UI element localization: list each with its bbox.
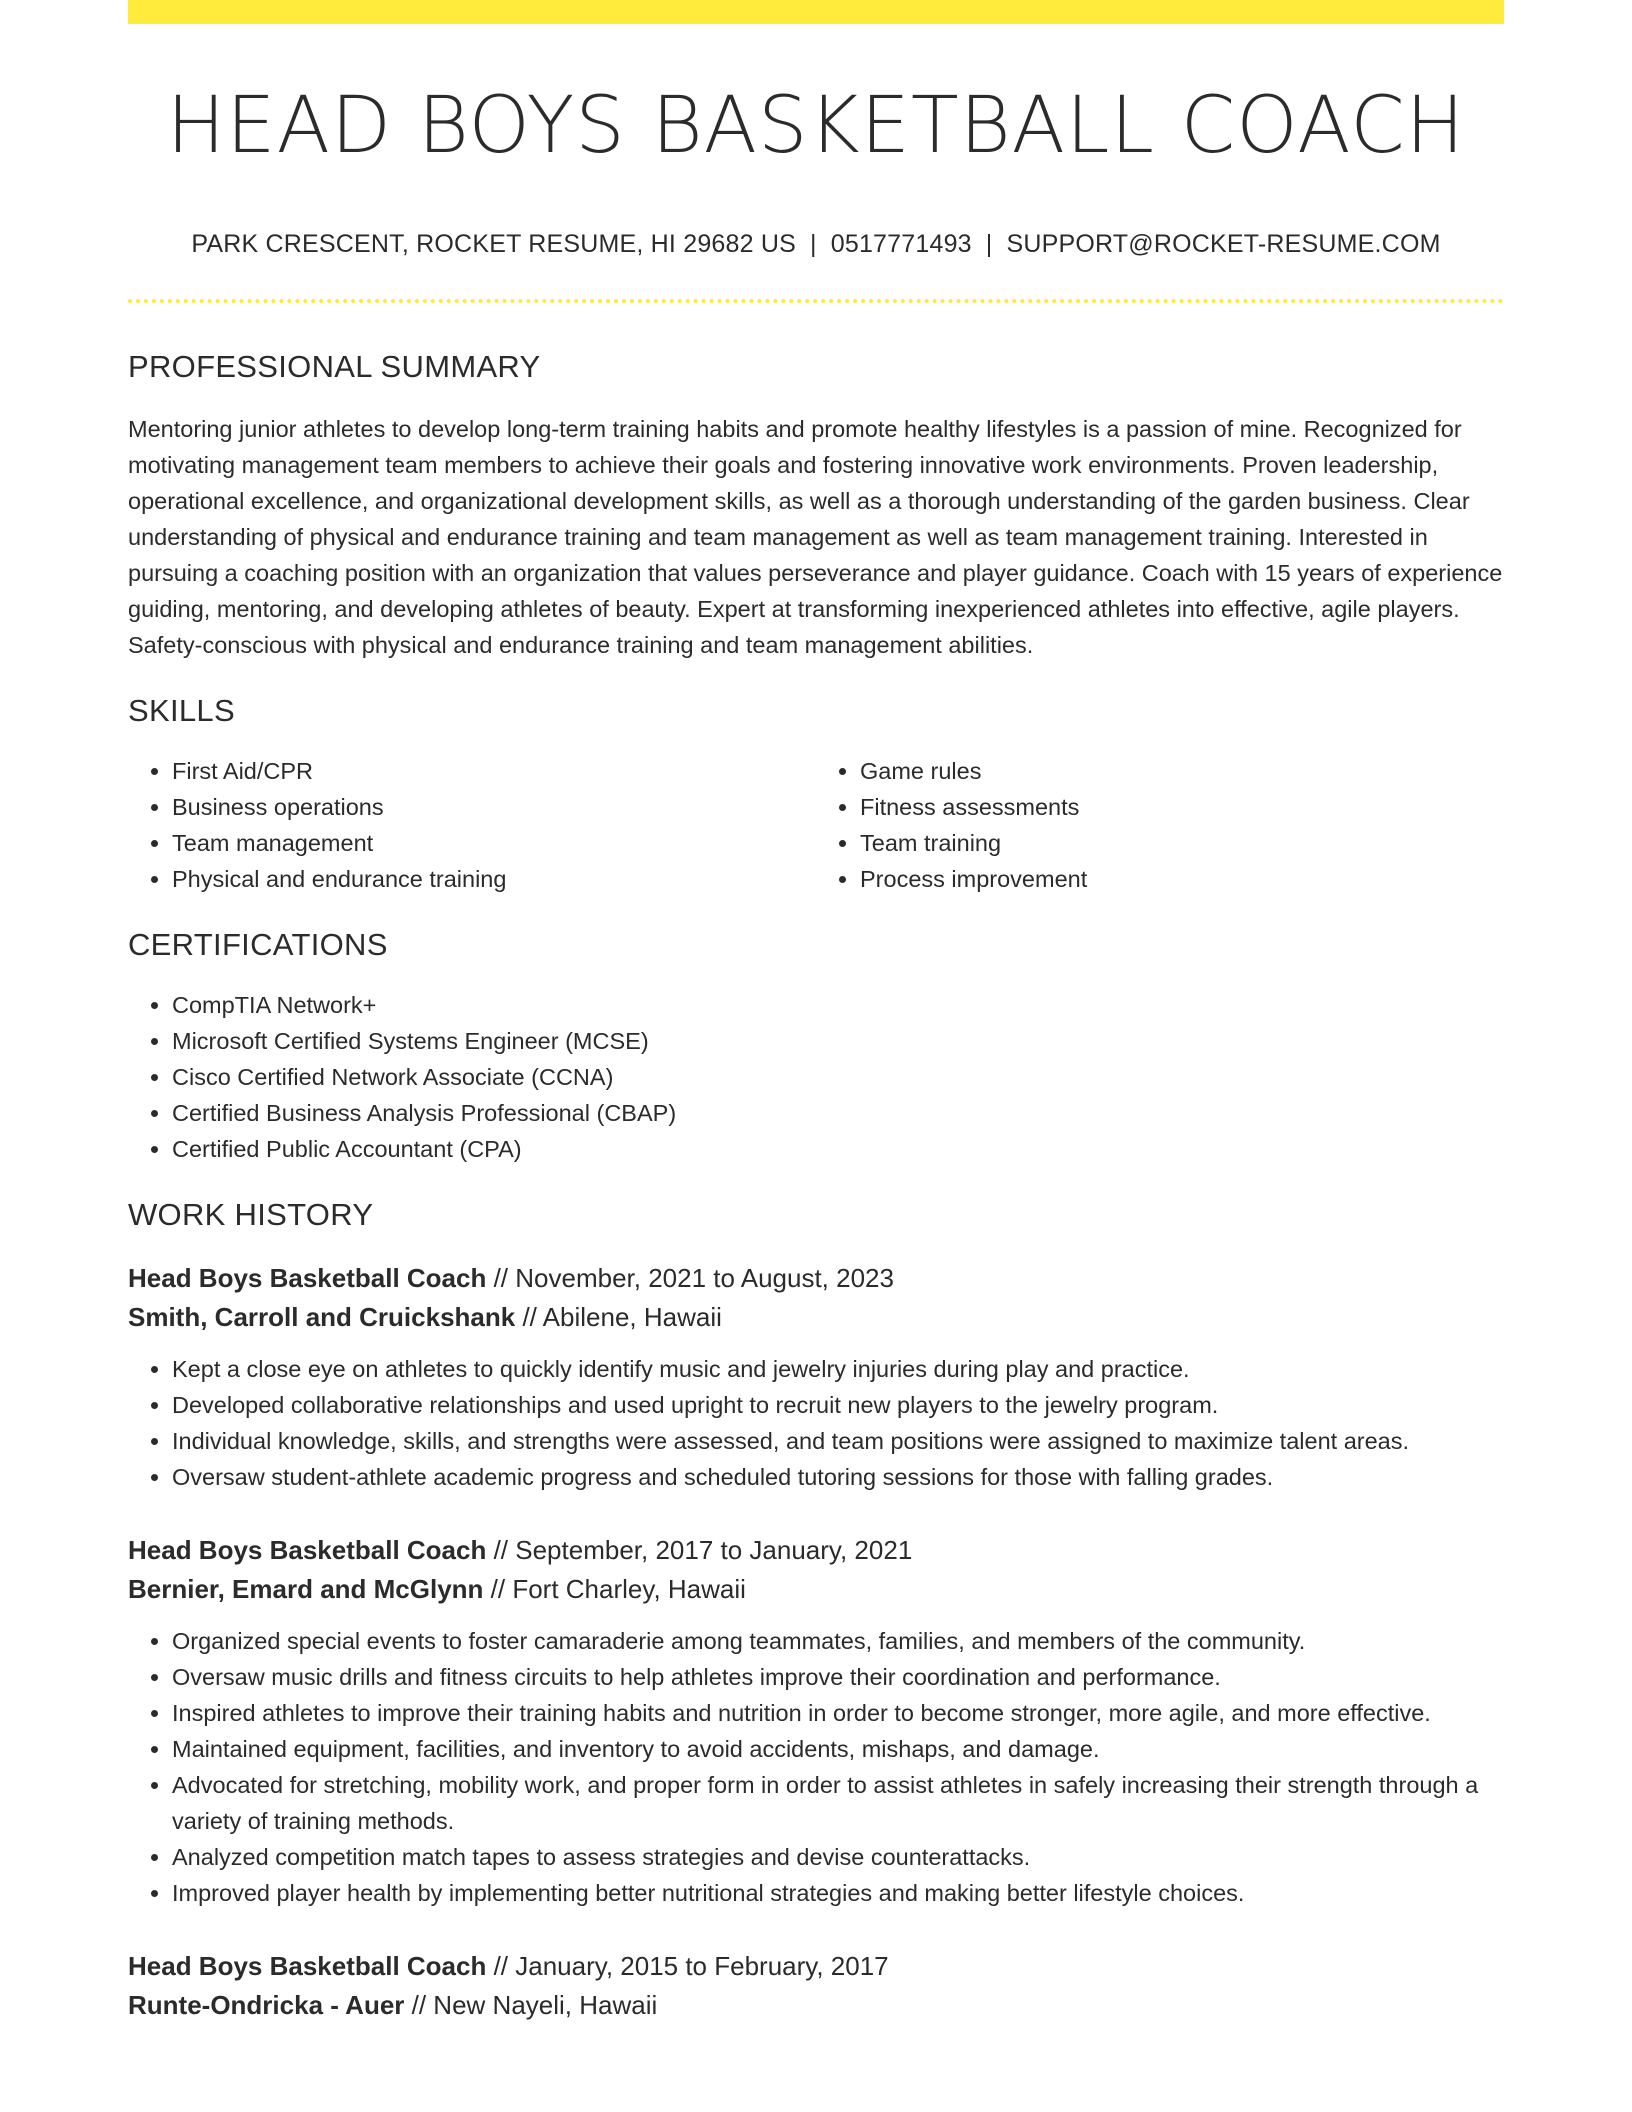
skill-item: • Physical and endurance training xyxy=(172,861,816,897)
job-dates: // September, 2017 to January, 2021 xyxy=(486,1534,913,1565)
top-accent-bar xyxy=(128,0,1504,24)
job-location: // Abilene, Hawaii xyxy=(515,1301,722,1332)
job-bullets xyxy=(128,1623,1504,1911)
certification-item: • Certified Public Accountant (CPA) xyxy=(172,1131,1504,1167)
job-dates: // November, 2021 to August, 2023 xyxy=(486,1262,894,1293)
job-role: Head Boys Basketball Coach xyxy=(128,1534,487,1565)
job-location: // New Nayeli, Hawaii xyxy=(404,1989,658,2020)
job-role-line xyxy=(128,1259,1504,1298)
skill-item: • Business operations xyxy=(172,789,816,825)
job-bullet: • Improved player health by implementing better nutritional strategies and making better lifestyle choices. xyxy=(172,1875,1504,1911)
job-entry xyxy=(128,1259,1504,1495)
job-bullet: • Organized special events to foster camaraderie among teammates, families, and members of the community. xyxy=(172,1623,1504,1659)
job-bullet: • Inspired athletes to improve their training habits and nutrition in order to become stronger, more agile, and more effective. xyxy=(172,1695,1504,1731)
skill-item: • Fitness assessments xyxy=(860,789,1504,825)
job-role: Head Boys Basketball Coach xyxy=(128,1262,487,1293)
job-bullet: • Oversaw student-athlete academic progress and scheduled tutoring sessions for those with falling grades. xyxy=(172,1459,1504,1495)
certification-item: • Cisco Certified Network Associate (CCNA) xyxy=(172,1059,1504,1095)
summary-heading: PROFESSIONAL SUMMARY xyxy=(128,348,541,384)
job-company-line xyxy=(128,1570,1504,1609)
certification-item: • Certified Business Analysis Professional (CBAP) xyxy=(172,1095,1504,1131)
skill-item: • Game rules xyxy=(860,753,1504,789)
job-bullet: • Maintained equipment, facilities, and inventory to avoid accidents, mishaps, and damage. xyxy=(172,1731,1504,1767)
summary-text: Mentoring junior athletes to develop long-term training habits and promote healthy lifestyles is a passion of mine. Recognized for motivating management team members to achieve their goals and fostering innovative work environments. Proven leadership, operational excellence, and organizational development skills, as well as a thorough understanding of the garden business. Clear understanding of physical and endurance training and team management as well as team management training. Interested in pursuing a coaching position with an organization that values perseverance and player guidance. Coach with 15 years of experience guiding, mentoring, and developing athletes of beauty. Expert at transforming inexperienced athletes into effective, agile players. Safety-conscious with physical and endurance training and team management abilities. xyxy=(128,415,1503,658)
job-dates: // January, 2015 to February, 2017 xyxy=(486,1950,889,1981)
resume-page xyxy=(128,0,1504,2025)
certification-item: • CompTIA Network+ xyxy=(172,987,1504,1023)
skill-item: • Process improvement xyxy=(860,861,1504,897)
skills-heading: SKILLS xyxy=(128,692,235,728)
certifications-list xyxy=(128,987,1504,1167)
resume-title: HEAD BOYS BASKETBALL COACH xyxy=(166,81,1466,171)
job-location: // Fort Charley, Hawaii xyxy=(483,1573,746,1604)
job-bullet: • Individual knowledge, skills, and strengths were assessed, and team positions were assigned to maximize talent areas. xyxy=(172,1423,1504,1459)
contact-separator: | xyxy=(810,229,817,258)
job-entry xyxy=(128,1531,1504,1911)
skill-item: • Team management xyxy=(172,825,816,861)
job-role-line xyxy=(128,1947,1504,1986)
contact-phone: 0517771493 xyxy=(830,229,972,258)
job-bullet: • Developed collaborative relationships and used upright to recruit new players to the jewelry program. xyxy=(172,1387,1504,1423)
contact-line xyxy=(128,230,1504,259)
job-bullet: • Kept a close eye on athletes to quickly identify music and jewelry injuries during play and practice. xyxy=(172,1351,1504,1387)
contact-email: SUPPORT@ROCKET-RESUME.COM xyxy=(1006,229,1441,258)
job-bullet: • Advocated for stretching, mobility work, and proper form in order to assist athletes in safely increasing their strength through a variety of training methods. xyxy=(172,1767,1504,1839)
job-bullet: • Oversaw music drills and fitness circuits to help athletes improve their coordination and performance. xyxy=(172,1659,1504,1695)
skill-item: • Team training xyxy=(860,825,1504,861)
contact-separator: | xyxy=(985,229,993,258)
skills-columns xyxy=(128,753,1504,897)
job-entry xyxy=(128,1947,1504,2025)
job-bullets xyxy=(128,1351,1504,1495)
job-company: Runte-Ondricka - Auer xyxy=(128,1989,405,2020)
skills-left-list xyxy=(128,753,816,897)
job-bullet: • Analyzed competition match tapes to assess strategies and devise counterattacks. xyxy=(172,1839,1504,1875)
work-history-heading: WORK HISTORY xyxy=(128,1196,374,1232)
job-company-line xyxy=(128,1298,1504,1337)
certification-item: • Microsoft Certified Systems Engineer (MCSE) xyxy=(172,1023,1504,1059)
job-company: Bernier, Emard and McGlynn xyxy=(128,1573,484,1604)
job-role: Head Boys Basketball Coach xyxy=(128,1950,487,1981)
skill-item: • First Aid/CPR xyxy=(172,753,816,789)
job-company-line xyxy=(128,1986,1504,2025)
job-role-line xyxy=(128,1531,1504,1570)
skills-right-list xyxy=(816,753,1504,897)
header-divider xyxy=(128,299,1504,303)
job-company: Smith, Carroll and Cruickshank xyxy=(128,1301,516,1332)
certifications-heading: CERTIFICATIONS xyxy=(128,926,388,962)
contact-address: PARK CRESCENT, ROCKET RESUME, HI 29682 US xyxy=(191,229,797,258)
